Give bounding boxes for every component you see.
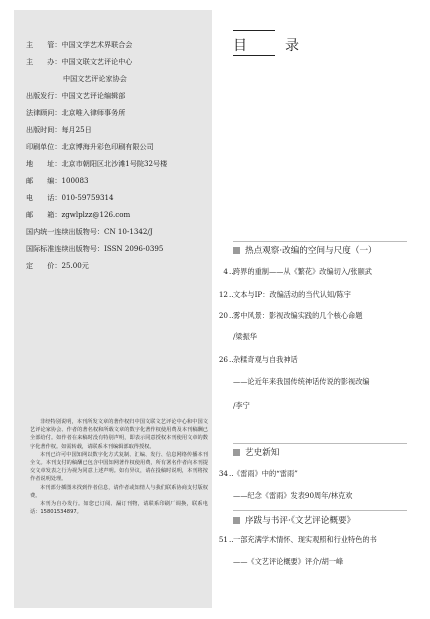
masthead-value: ISSN 2096-0395	[104, 244, 164, 253]
page-dots: ..	[229, 469, 234, 478]
masthead-label: 主 管：	[26, 40, 62, 49]
masthead-row	[26, 57, 211, 66]
entry-line: 杂糅奇观与自我神话	[233, 355, 298, 364]
masthead-row	[26, 176, 211, 185]
notice-paragraph: 本刊为自办发行。如您已订阅、漏订刊物，请联系印刷厂调换，联系电话：15801534897。	[30, 501, 208, 516]
square-bullet-icon	[233, 247, 240, 254]
masthead-value: zgwlplzz@126.com	[61, 210, 131, 219]
entry-line: 雾中风景：影视改编实践的几个核心命题	[233, 311, 363, 320]
entry-line: 一部充满学术情怀、现实观照和行业特色的书	[233, 535, 377, 544]
masthead-label: 主 办：	[26, 57, 62, 66]
masthead-label: 邮 编：	[26, 176, 62, 185]
masthead-label: 邮 箱：	[26, 210, 62, 219]
entry-line: 跨界的重制——从《繁花》改编切入/张颐武	[233, 267, 372, 276]
masthead-label: 出版时间：	[26, 125, 62, 134]
toc-title: 目 录	[233, 38, 311, 54]
masthead-value: 中国文艺评论编辑部	[61, 91, 126, 100]
page-number: 34	[218, 469, 228, 478]
title-rule-top	[233, 30, 275, 31]
section-rule	[233, 241, 407, 242]
entry-line: /李宁	[233, 401, 250, 410]
section-title: 热点观察·改编的空间与尺度（一）	[245, 246, 377, 256]
masthead-row	[26, 261, 211, 270]
masthead-label: 印刷单位：	[26, 142, 62, 151]
masthead-info	[26, 40, 211, 270]
masthead-value: 中国文艺评论家协会	[63, 74, 127, 83]
page-number: 20	[218, 311, 228, 320]
masthead-value: 100083	[61, 176, 89, 185]
notice-paragraph: 非经特别说明，本刊所发文章的著作权归中国文联文艺评论中心和中国文艺评论家协会、作者的著名权和所载文章的数字化著作权使用费及本刊稿酬已全部给付。如作者在来稿时没有特别声明，即表示同意授权本刊使用文章的数字化著作权。如需转载，请联系本刊编辑部取得授权。	[30, 419, 208, 450]
masthead-row	[26, 227, 211, 236]
page-dots: ..	[229, 355, 234, 364]
entry-line: ——纪念《雷雨》发表90周年/林克欢	[233, 491, 353, 500]
masthead-row	[26, 125, 211, 134]
section-title: 序跋与书评·《文艺评论概要》	[245, 516, 356, 526]
masthead-label: 法律顾问：	[26, 108, 62, 117]
masthead-row	[26, 40, 211, 49]
section-rule	[233, 510, 407, 511]
copyright-notice	[30, 418, 208, 516]
masthead-value: 中国文学艺术界联合会	[61, 40, 133, 49]
square-bullet-icon	[233, 449, 240, 456]
masthead-value: CN 10-1342/J	[104, 227, 153, 236]
masthead-label: 国内统一连续出版物号：	[26, 227, 105, 236]
masthead-value: 中国文联文艺评论中心	[61, 57, 133, 66]
section-heading	[233, 514, 355, 526]
entry-line: ——论近年来我国传统神话传说的影视改编	[233, 377, 370, 386]
notice-paragraph: 本刊已许可中国知网以数字化方式复制、汇编、发行、信息网络传播本刊全文。本刊支付的稿酬已包含中国知网著作权使用费，所有署名作者向本刊提交文章发表之行为视为同意上述声明。如有异议，请在投稿时说明，本刊将按作者说明处理。	[30, 451, 208, 483]
masthead-label: 出版发行：	[26, 91, 62, 100]
masthead-label: 国际标准连续出版物号：	[26, 244, 105, 253]
entry-line: ——《文艺评论概要》评介/胡一峰	[233, 557, 344, 566]
masthead-label: 电 话：	[26, 193, 62, 202]
page-dots: ..	[229, 290, 234, 299]
masthead-row	[26, 142, 211, 151]
masthead-value: 北京市朝阳区北沙滩1号院32号楼	[61, 159, 168, 168]
masthead-row	[26, 91, 211, 100]
masthead-value: 010-59759314	[61, 193, 114, 202]
page-dots: ..	[229, 267, 234, 276]
masthead-label: 地 址：	[26, 159, 62, 168]
title-rule-bottom	[233, 55, 275, 56]
page-number: 26	[218, 355, 228, 364]
masthead-row	[26, 210, 211, 219]
page-number: 4	[223, 267, 228, 276]
entry-line: 文本与IP：改编活动的当代认知/陈宇	[233, 290, 351, 299]
masthead-value: 25.00元	[61, 261, 89, 270]
section-rule	[233, 443, 407, 444]
masthead-value: 北京唯入律师事务所	[61, 108, 126, 117]
section-title: 艺史新知	[245, 448, 280, 458]
page-number: 12	[218, 290, 228, 299]
masthead-row	[26, 193, 211, 202]
section-heading	[233, 244, 377, 256]
page-dots: ..	[229, 311, 234, 320]
masthead-label: 定 价：	[26, 261, 62, 270]
section-heading	[233, 446, 279, 458]
masthead-row	[26, 108, 211, 117]
page-number: 51	[218, 535, 228, 544]
notice-paragraph: 本刊部分插图未找到作者信息，请作者或知情人与我们联系协商支付版权费。	[30, 484, 208, 499]
page-dots: ..	[229, 535, 234, 544]
masthead-value: 北京博海升彩色印刷有限公司	[61, 142, 154, 151]
entry-line: /梁振华	[233, 332, 257, 341]
masthead-row	[26, 244, 211, 253]
entry-line: 《雷雨》中的“雷雨”	[233, 469, 298, 478]
masthead-value: 每月25日	[61, 125, 92, 134]
masthead-row	[26, 159, 211, 168]
masthead-row	[26, 74, 211, 83]
square-bullet-icon	[233, 517, 240, 524]
